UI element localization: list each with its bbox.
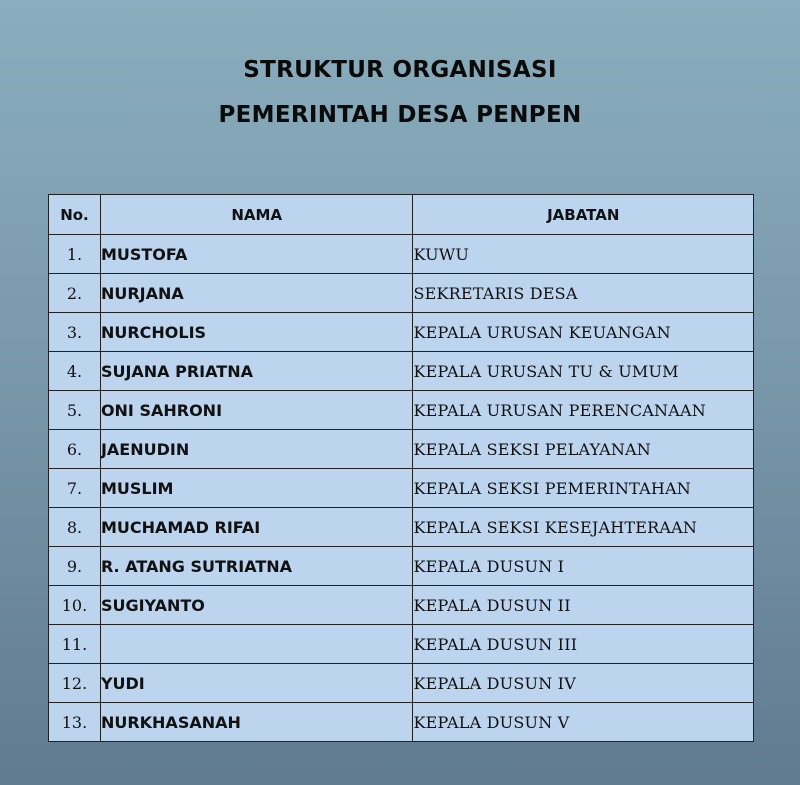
header-nama: NAMA [100, 195, 413, 235]
table-row [49, 625, 754, 664]
row-number: 9. [49, 547, 101, 586]
table-row [49, 664, 754, 703]
table-row [49, 586, 754, 625]
row-number: 11. [49, 625, 101, 664]
row-jabatan: SEKRETARIS DESA [413, 274, 754, 313]
row-number: 10. [49, 586, 101, 625]
table-row [49, 430, 754, 469]
row-number: 8. [49, 508, 101, 547]
row-nama: NURJANA [100, 274, 413, 313]
row-nama: SUJANA PRIATNA [100, 352, 413, 391]
row-jabatan: KEPALA URUSAN TU & UMUM [413, 352, 754, 391]
row-nama: YUDI [100, 664, 413, 703]
table-row [49, 469, 754, 508]
row-nama [100, 625, 413, 664]
row-number: 12. [49, 664, 101, 703]
row-number: 3. [49, 313, 101, 352]
row-jabatan: KEPALA DUSUN II [413, 586, 754, 625]
row-number: 4. [49, 352, 101, 391]
row-number: 5. [49, 391, 101, 430]
header-jabatan: JABATAN [413, 195, 754, 235]
table-row [49, 547, 754, 586]
row-jabatan: KUWU [413, 235, 754, 274]
row-number: 6. [49, 430, 101, 469]
organization-table [48, 194, 754, 742]
row-nama: ONI SAHRONI [100, 391, 413, 430]
table-row [49, 235, 754, 274]
header-no: No. [49, 195, 101, 235]
row-nama: R. ATANG SUTRIATNA [100, 547, 413, 586]
row-jabatan: KEPALA SEKSI PEMERINTAHAN [413, 469, 754, 508]
row-nama: MUSTOFA [100, 235, 413, 274]
row-jabatan: KEPALA DUSUN I [413, 547, 754, 586]
page-title: STRUKTUR ORGANISASI [243, 57, 557, 83]
row-jabatan: KEPALA SEKSI KESEJAHTERAAN [413, 508, 754, 547]
row-nama: NURKHASANAH [100, 703, 413, 742]
row-jabatan: KEPALA URUSAN KEUANGAN [413, 313, 754, 352]
row-number: 1. [49, 235, 101, 274]
row-nama: MUCHAMAD RIFAI [100, 508, 413, 547]
table-row [49, 391, 754, 430]
row-jabatan: KEPALA DUSUN IV [413, 664, 754, 703]
table-row [49, 508, 754, 547]
table-row [49, 703, 754, 742]
table-row [49, 274, 754, 313]
row-jabatan: KEPALA URUSAN PERENCANAAN [413, 391, 754, 430]
row-number: 2. [49, 274, 101, 313]
table-row [49, 313, 754, 352]
row-nama: MUSLIM [100, 469, 413, 508]
row-number: 7. [49, 469, 101, 508]
table-row [49, 352, 754, 391]
table-header-row [49, 195, 754, 235]
row-nama: NURCHOLIS [100, 313, 413, 352]
row-jabatan: KEPALA DUSUN III [413, 625, 754, 664]
row-number: 13. [49, 703, 101, 742]
row-nama: JAENUDIN [100, 430, 413, 469]
row-jabatan: KEPALA SEKSI PELAYANAN [413, 430, 754, 469]
row-jabatan: KEPALA DUSUN V [413, 703, 754, 742]
row-nama: SUGIYANTO [100, 586, 413, 625]
page-subtitle: PEMERINTAH DESA PENPEN [218, 102, 582, 128]
